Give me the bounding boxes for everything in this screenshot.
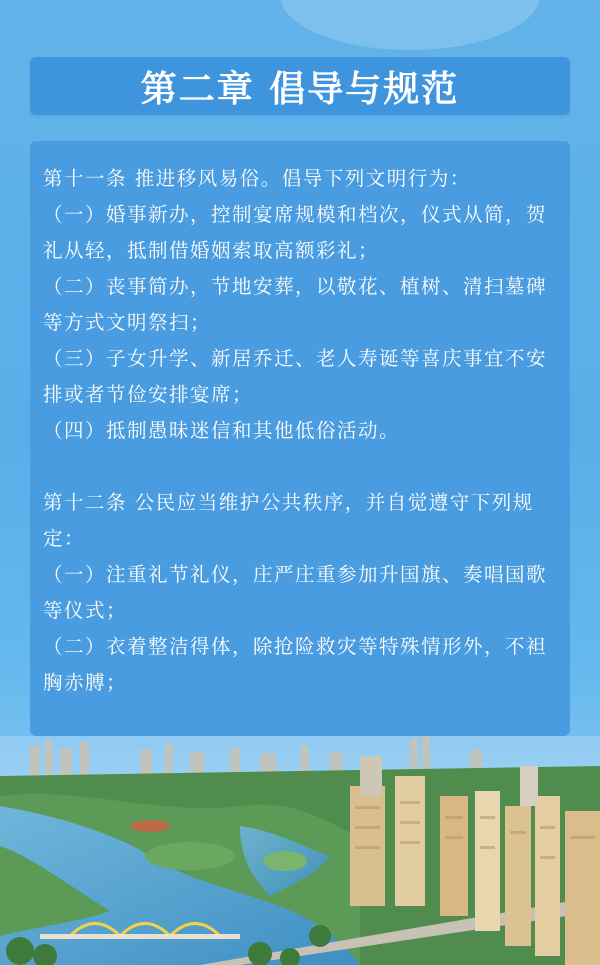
article-11-item-2: （二）丧事简办，节地安葬，以敬花、植树、清扫墓碑等方式文明祭扫；	[43, 275, 548, 334]
article-11-heading: 第十一条 推进移风易俗。倡导下列文明行为：	[43, 167, 471, 190]
city-skyline-image	[0, 736, 600, 965]
top-decoration	[280, 0, 540, 50]
article-12-item-2: （二）衣着整洁得体，除抢险救灾等特殊情形外，不袒胸赤膊；	[43, 635, 548, 694]
article-11-item-4: （四）抵制愚昧迷信和其他低俗活动。	[43, 419, 401, 442]
article-11-item-1: （一）婚事新办，控制宴席规模和档次，仪式从简，贺礼从轻，抵制借婚姻索取高额彩礼；	[43, 203, 548, 262]
chapter-title-bar	[30, 57, 570, 115]
chapter-title: 第二章 倡导与规范	[140, 68, 460, 110]
content-panel	[30, 141, 570, 736]
article-11-item-3: （三）子女升学、新居乔迁、老人寿诞等喜庆事宜不安排或者节俭安排宴席；	[43, 347, 548, 406]
article-12-heading: 第十二条 公民应当维护公共秩序，并自觉遵守下列规定：	[43, 491, 534, 550]
article-12-item-1: （一）注重礼节礼仪，庄严庄重参加升国旗、奏唱国歌等仪式；	[43, 563, 548, 622]
paragraph-gap	[43, 449, 560, 485]
